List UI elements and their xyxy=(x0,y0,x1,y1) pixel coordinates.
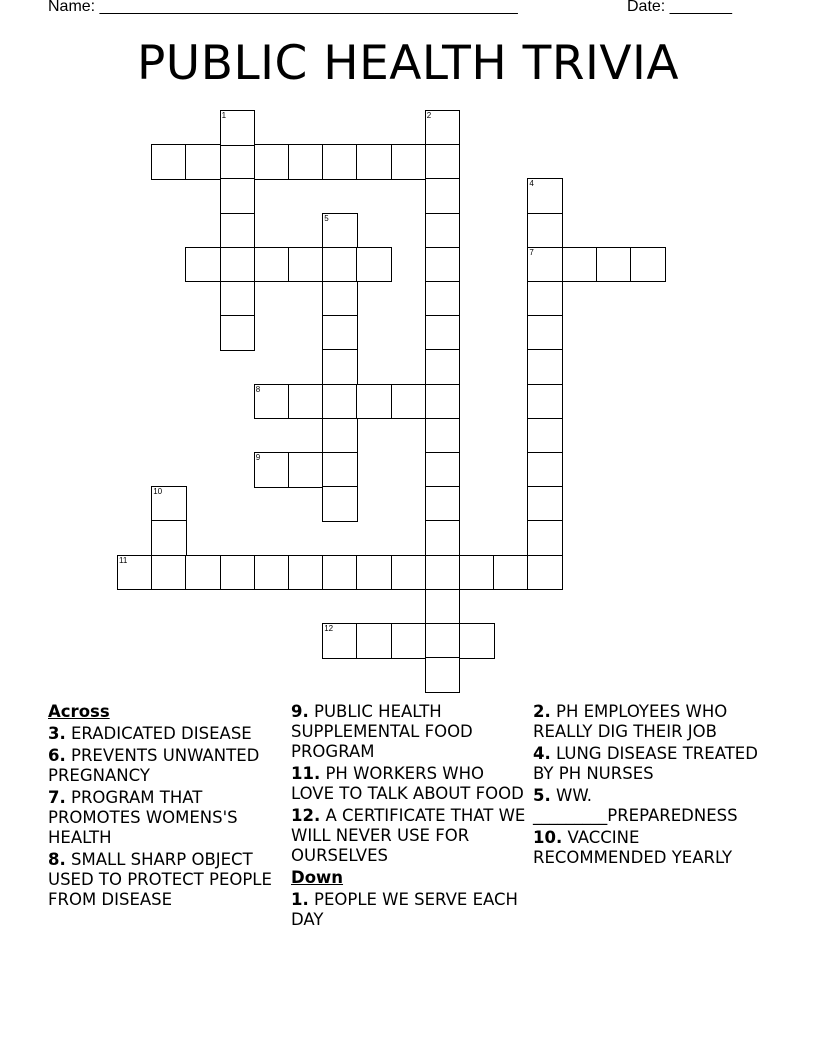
crossword-cell[interactable] xyxy=(596,247,632,283)
crossword-cell[interactable] xyxy=(425,520,461,556)
crossword-cell[interactable] xyxy=(288,384,324,420)
crossword-cell[interactable] xyxy=(527,281,563,317)
name-field[interactable]: Name: _______________________________________________ xyxy=(48,0,518,15)
crossword-cell[interactable] xyxy=(220,315,256,351)
clue-number: 4. xyxy=(533,744,551,763)
crossword-cell[interactable] xyxy=(391,623,427,659)
crossword-cell[interactable] xyxy=(425,452,461,488)
clue-number: 12. xyxy=(291,806,321,825)
across-heading: Across xyxy=(48,702,110,721)
clue-number: 5. xyxy=(533,786,551,805)
crossword-cell[interactable] xyxy=(527,520,563,556)
clue-column-1 xyxy=(48,702,284,912)
clue-text: PUBLIC HEALTH SUPPLEMENTAL FOOD PROGRAM xyxy=(291,702,473,761)
crossword-cell[interactable] xyxy=(254,247,290,283)
clue-text: PH WORKERS WHO LOVE TO TALK ABOUT FOOD xyxy=(291,764,524,803)
crossword-cell[interactable] xyxy=(459,623,495,659)
crossword-cell[interactable] xyxy=(527,349,563,385)
crossword-cell[interactable] xyxy=(527,555,563,591)
clue-text: WW. _________PREPAREDNESS xyxy=(533,786,738,825)
clue-number: 2. xyxy=(533,702,551,721)
clue-number: 6. xyxy=(48,746,66,765)
crossword-cell[interactable] xyxy=(527,384,563,420)
crossword-cell[interactable] xyxy=(322,384,358,420)
crossword-cell[interactable] xyxy=(356,555,392,591)
clue-text: ERADICATED DISEASE xyxy=(71,724,252,743)
clue-down-5 xyxy=(533,786,769,826)
cell-number: 1 xyxy=(221,111,227,120)
crossword-cell[interactable] xyxy=(322,144,358,180)
cell-number: 2 xyxy=(426,111,432,120)
clue-text: PROGRAM THAT PROMOTES WOMENS'S HEALTH xyxy=(48,788,238,847)
crossword-cell[interactable] xyxy=(527,418,563,454)
clue-number: 8. xyxy=(48,850,66,869)
crossword-cell[interactable] xyxy=(425,657,461,693)
crossword-cell[interactable] xyxy=(425,213,461,249)
crossword-cell[interactable] xyxy=(356,144,392,180)
crossword-cell[interactable] xyxy=(220,281,256,317)
clue-number: 3. xyxy=(48,724,66,743)
crossword-cell[interactable] xyxy=(220,247,256,283)
cell-number: 8 xyxy=(255,384,261,394)
crossword-cell[interactable] xyxy=(356,247,392,283)
crossword-cell[interactable] xyxy=(425,623,461,659)
crossword-cell[interactable] xyxy=(254,452,290,488)
crossword-cell[interactable] xyxy=(356,623,392,659)
clue-text: PH EMPLOYEES WHO REALLY DIG THEIR JOB xyxy=(533,702,728,741)
crossword-cell[interactable] xyxy=(391,384,427,420)
crossword-cell[interactable] xyxy=(185,144,221,180)
crossword-cell[interactable] xyxy=(425,349,461,385)
clue-across-3 xyxy=(48,724,284,744)
down-heading: Down xyxy=(291,868,344,887)
clue-column-3 xyxy=(533,702,769,870)
crossword-cell[interactable] xyxy=(288,452,324,488)
clue-down-4 xyxy=(533,744,769,784)
clue-text: PREVENTS UNWANTED PREGNANCY xyxy=(48,746,260,785)
crossword-cell[interactable] xyxy=(527,452,563,488)
crossword-cell[interactable] xyxy=(425,110,461,146)
clue-number: 7. xyxy=(48,788,66,807)
crossword-cell[interactable] xyxy=(391,555,427,591)
crossword-cell[interactable] xyxy=(151,555,187,591)
date-field[interactable]: Date: _______ xyxy=(627,0,732,15)
crossword-cell[interactable] xyxy=(220,110,256,146)
crossword-cell[interactable] xyxy=(220,213,256,249)
crossword-cell[interactable] xyxy=(425,555,461,591)
clue-across-9 xyxy=(291,702,527,762)
crossword-cell[interactable] xyxy=(527,486,563,522)
clue-text: SMALL SHARP OBJECT USED TO PROTECT PEOPLE FROM DISEASE xyxy=(48,850,272,909)
clue-across-6 xyxy=(48,746,284,786)
cell-number: 4 xyxy=(529,179,534,189)
crossword-cell[interactable] xyxy=(322,418,358,454)
crossword-cell[interactable] xyxy=(288,144,324,180)
clue-text: A CERTIFICATE THAT WE WILL NEVER USE FOR OURSELVES xyxy=(291,806,526,865)
cell-number: 9 xyxy=(255,453,261,462)
crossword-cell[interactable] xyxy=(322,349,358,385)
clue-number: 1. xyxy=(291,890,309,909)
crossword-cell[interactable] xyxy=(254,384,290,420)
clue-down-10 xyxy=(533,828,769,868)
crossword-cell[interactable] xyxy=(425,281,461,317)
crossword-cell[interactable] xyxy=(527,213,563,249)
crossword-cell[interactable] xyxy=(220,555,256,591)
crossword-cell[interactable] xyxy=(425,178,461,214)
crossword-cell[interactable] xyxy=(151,144,187,180)
clue-across-11 xyxy=(291,764,527,804)
crossword-cell[interactable] xyxy=(527,315,563,351)
crossword-cell[interactable] xyxy=(151,486,187,522)
crossword-cell[interactable] xyxy=(425,384,461,420)
crossword-cell[interactable] xyxy=(459,555,495,591)
crossword-cell[interactable] xyxy=(254,144,290,180)
crossword-cell[interactable] xyxy=(322,555,358,591)
clue-column-2 xyxy=(291,702,527,932)
crossword-cell[interactable] xyxy=(322,452,358,488)
crossword-cell[interactable] xyxy=(562,247,598,283)
cell-number: 5 xyxy=(324,213,329,223)
crossword-cell[interactable] xyxy=(425,315,461,351)
crossword-cell[interactable] xyxy=(288,555,324,591)
crossword-cell[interactable] xyxy=(356,384,392,420)
page-title: PUBLIC HEALTH TRIVIA xyxy=(136,36,680,91)
crossword-cell[interactable] xyxy=(425,486,461,522)
crossword-cell[interactable] xyxy=(151,520,187,556)
clue-text: VACCINE RECOMMENDED YEARLY xyxy=(533,828,733,867)
cell-number: 12 xyxy=(324,624,334,633)
cell-number: 11 xyxy=(119,555,128,565)
crossword-cell[interactable] xyxy=(322,281,358,317)
clue-across-8 xyxy=(48,850,284,910)
clue-across-7 xyxy=(48,788,284,848)
crossword-cell[interactable] xyxy=(117,555,153,591)
crossword-cell[interactable] xyxy=(391,144,427,180)
crossword-cell[interactable] xyxy=(425,144,461,180)
crossword-cell[interactable] xyxy=(185,247,221,283)
crossword-cell[interactable] xyxy=(185,555,221,591)
cell-number: 7 xyxy=(529,247,534,257)
crossword-cell[interactable] xyxy=(220,144,256,180)
crossword-cell[interactable] xyxy=(425,418,461,454)
clue-down-2 xyxy=(533,702,769,742)
crossword-cell[interactable] xyxy=(220,178,256,214)
crossword-cell[interactable] xyxy=(630,247,666,283)
clue-number: 10. xyxy=(533,828,563,847)
crossword-cell[interactable] xyxy=(425,247,461,283)
crossword-cell[interactable] xyxy=(425,589,461,625)
clue-number: 11. xyxy=(291,764,321,783)
crossword-cell[interactable] xyxy=(527,178,563,214)
crossword-cell[interactable] xyxy=(322,486,358,522)
clue-across-12 xyxy=(291,806,527,866)
clue-down-1 xyxy=(291,890,527,930)
crossword-cell[interactable] xyxy=(493,555,529,591)
crossword-cell[interactable] xyxy=(322,315,358,351)
crossword-cell[interactable] xyxy=(288,247,324,283)
clue-number: 9. xyxy=(291,702,309,721)
clue-text: PEOPLE WE SERVE EACH DAY xyxy=(291,890,518,929)
crossword-cell[interactable] xyxy=(322,213,358,249)
crossword-cell[interactable] xyxy=(322,623,358,659)
cell-number: 10 xyxy=(153,487,163,497)
clue-text: LUNG DISEASE TREATED BY PH NURSES xyxy=(533,744,758,783)
crossword-cell[interactable] xyxy=(322,247,358,283)
crossword-cell[interactable] xyxy=(527,247,563,283)
crossword-cell[interactable] xyxy=(254,555,290,591)
